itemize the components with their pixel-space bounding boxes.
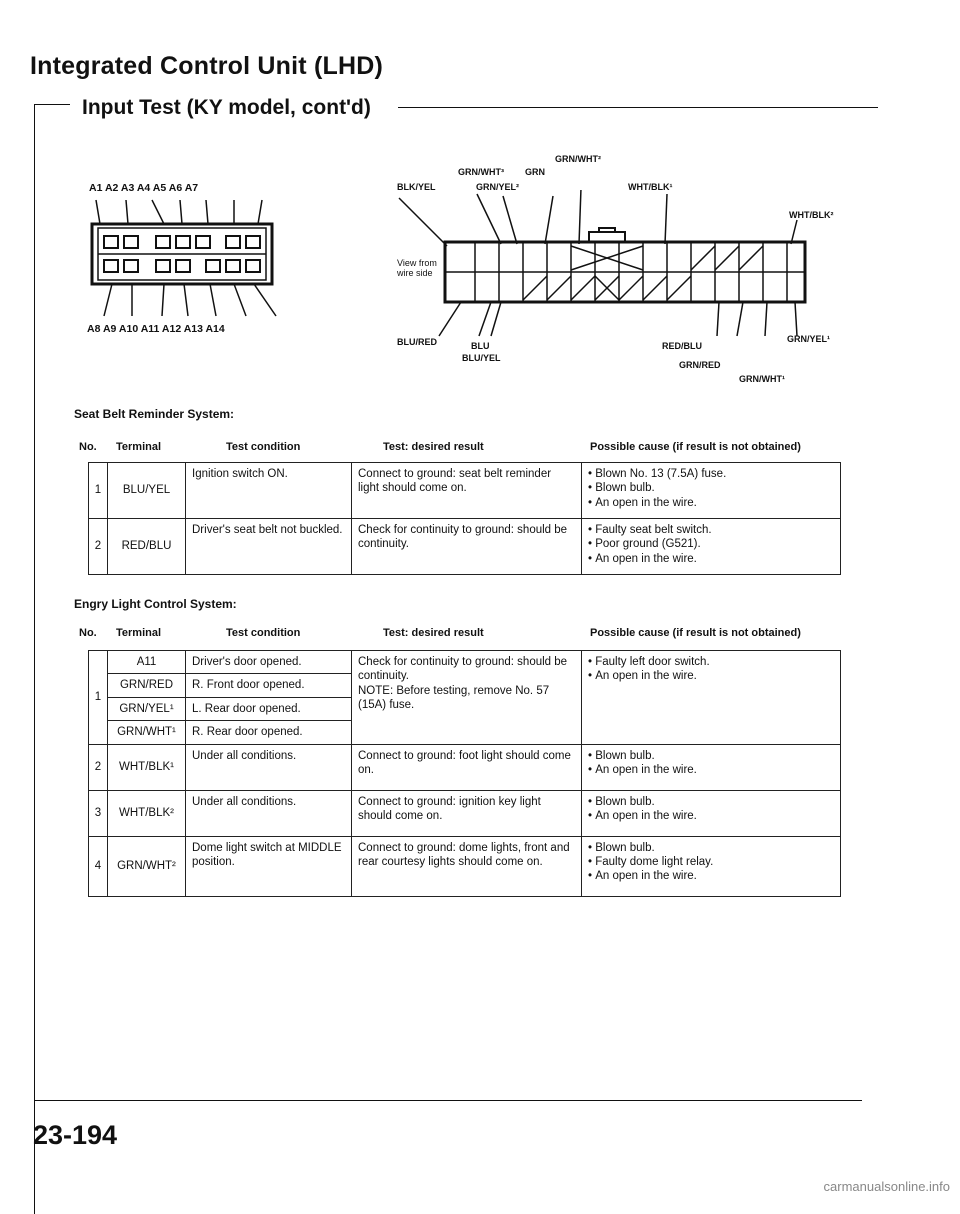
cause-item: • Faulty seat belt switch.	[588, 523, 834, 537]
seat-belt-heading: Seat Belt Reminder System:	[74, 407, 235, 421]
terminal-cell: GRN/WHT¹	[108, 721, 186, 744]
terminal-cell: WHT/BLK²	[108, 790, 186, 836]
cause-item: • An open in the wire.	[588, 763, 834, 777]
wire-label-blu: BLU	[471, 341, 490, 351]
condition-cell: R. Rear door opened.	[186, 721, 352, 744]
col-terminal: Terminal	[116, 441, 162, 453]
result-cell: Connect to ground: ignition key light should come on.	[352, 790, 582, 836]
cause-item: • Blown bulb.	[588, 749, 834, 763]
terminal-cell: A11	[108, 651, 186, 674]
row-number: 1	[89, 651, 108, 745]
cause-item: • Poor ground (G521).	[588, 537, 834, 551]
connector-bottom-pin-labels: A8 A9 A10 A11 A12 A13 A14	[87, 323, 225, 335]
connector-top-pin-labels: A1 A2 A3 A4 A5 A6 A7	[89, 182, 199, 194]
result-note: NOTE: Before testing, remove No. 57 (15A) fuse.	[358, 684, 550, 712]
condition-cell: L. Rear door opened.	[186, 697, 352, 720]
table-row	[89, 463, 841, 519]
entry-light-heading: Engry Light Control System:	[74, 597, 237, 611]
terminal-cell: WHT/BLK¹	[108, 744, 186, 790]
cause-item: • An open in the wire.	[588, 669, 834, 683]
wire-label-blu-red: BLU/RED	[397, 337, 437, 347]
view-from-wire-side-label: View from wire side	[397, 258, 437, 278]
footer-rule	[34, 1100, 862, 1101]
result-cell: Check for continuity to ground: should be continuity.	[352, 519, 582, 575]
condition-cell: R. Front door opened.	[186, 674, 352, 697]
wire-label-grn-red: GRN/RED	[679, 360, 721, 370]
cause-item: • Blown bulb.	[588, 795, 834, 809]
terminal-cell: GRN/YEL¹	[108, 697, 186, 720]
col-possible-cause: Possible cause (if result is not obtained)	[590, 441, 801, 453]
table-row	[89, 836, 841, 896]
connector-a-diagram	[84, 196, 314, 324]
result-cell: Connect to ground: foot light should come on.	[352, 744, 582, 790]
table-row	[89, 744, 841, 790]
cause-cell	[582, 463, 841, 519]
table-row	[89, 519, 841, 575]
cause-item: • An open in the wire.	[588, 496, 834, 510]
col-terminal-2: Terminal	[116, 627, 162, 639]
col-desired-result: Test: desired result	[383, 441, 484, 453]
result-cell: Connect to ground: dome lights, front and rear courtesy lights should come on.	[352, 836, 582, 896]
row-number: 4	[89, 836, 108, 896]
cause-item: • Faulty left door switch.	[588, 655, 834, 669]
wire-label-wht-blk2: WHT/BLK²	[789, 210, 834, 220]
row-number: 3	[89, 790, 108, 836]
terminal-cell: RED/BLU	[108, 519, 186, 575]
col-possible-cause-2: Possible cause (if result is not obtained)	[590, 627, 801, 639]
left-border-line	[34, 104, 35, 1214]
cause-cell	[582, 744, 841, 790]
wire-label-grn: GRN	[525, 167, 545, 177]
subtitle-rule-left	[34, 104, 70, 105]
condition-cell: Driver's door opened.	[186, 651, 352, 674]
condition-cell: Under all conditions.	[186, 744, 352, 790]
watermark: carmanualsonline.info	[823, 1179, 950, 1194]
cause-cell	[582, 836, 841, 896]
cause-item: • Blown No. 13 (7.5A) fuse.	[588, 467, 834, 481]
table-row	[89, 790, 841, 836]
wire-label-blk-yel: BLK/YEL	[397, 182, 436, 192]
cause-cell	[582, 790, 841, 836]
terminal-cell: GRN/RED	[108, 674, 186, 697]
connector-wire-side-diagram	[395, 190, 825, 340]
condition-cell: Driver's seat belt not buckled.	[186, 519, 352, 575]
col-test-condition-2: Test condition	[226, 627, 301, 639]
col-no: No.	[79, 441, 97, 453]
condition-cell: Under all conditions.	[186, 790, 352, 836]
table-row	[89, 651, 841, 674]
col-desired-result-2: Test: desired result	[383, 627, 484, 639]
cause-item: • An open in the wire.	[588, 809, 834, 823]
wire-label-grn-yel2: GRN/YEL²	[476, 182, 520, 192]
result-cell: Connect to ground: seat belt reminder light should come on.	[352, 463, 582, 519]
result-cell	[352, 651, 582, 745]
wire-label-wht-blk1: WHT/BLK¹	[628, 182, 673, 192]
condition-cell: Ignition switch ON.	[186, 463, 352, 519]
row-number: 1	[89, 463, 108, 519]
cause-cell	[582, 651, 841, 745]
cause-cell	[582, 519, 841, 575]
wire-label-red-blu: RED/BLU	[662, 341, 702, 351]
cause-item: • Faulty dome light relay.	[588, 855, 834, 869]
seat-belt-table	[88, 462, 841, 575]
wire-label-grn-yel1: GRN/YEL¹	[787, 334, 831, 344]
page-title: Integrated Control Unit (LHD)	[30, 52, 383, 80]
cause-item: • Blown bulb.	[588, 481, 834, 495]
cause-item: • An open in the wire.	[588, 552, 834, 566]
page-number: 23-194	[33, 1120, 118, 1150]
terminal-cell: GRN/WHT²	[108, 836, 186, 896]
terminal-cell: BLU/YEL	[108, 463, 186, 519]
result-text: Check for continuity to ground: should be continuity.	[358, 656, 568, 683]
col-test-condition: Test condition	[226, 441, 301, 453]
cause-item: • An open in the wire.	[588, 869, 834, 883]
row-number: 2	[89, 519, 108, 575]
cause-item: • Blown bulb.	[588, 841, 834, 855]
wire-label-grn-wht2: GRN/WHT²	[555, 154, 601, 164]
wire-label-grn-wht1: GRN/WHT¹	[739, 374, 785, 384]
subtitle-rule-right	[398, 107, 878, 108]
row-number: 2	[89, 744, 108, 790]
wire-label-blu-yel: BLU/YEL	[462, 353, 501, 363]
condition-cell: Dome light switch at MIDDLE position.	[186, 836, 352, 896]
page-subtitle: Input Test (KY model, cont'd)	[82, 96, 371, 119]
entry-light-table	[88, 650, 841, 897]
wire-label-grn-wht3: GRN/WHT³	[458, 167, 504, 177]
col-no-2: No.	[79, 627, 97, 639]
